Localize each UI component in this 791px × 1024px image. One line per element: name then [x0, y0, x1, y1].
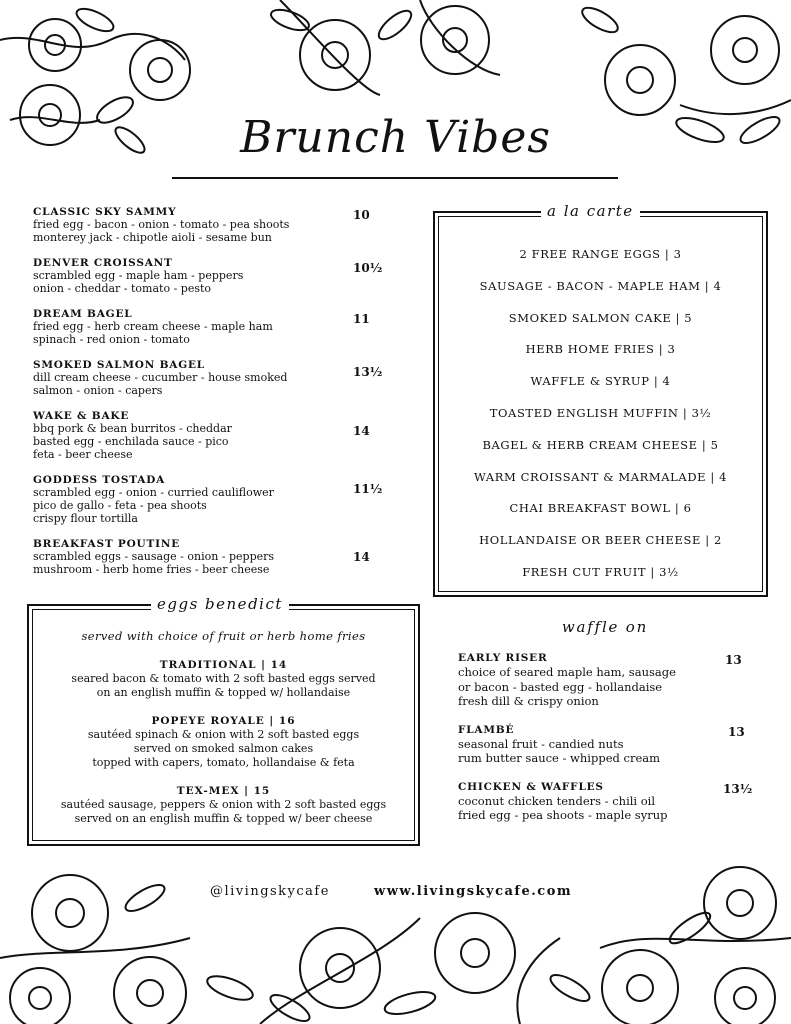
benedict-item-description: sautéed spinach & onion with 2 soft basted eggs served on smoked salmon cakes topped with capers, tomato, hollandaise & feta [87, 728, 360, 769]
website-link[interactable]: www.livingskycafe.com [374, 884, 573, 899]
a-la-carte-item: HERB HOME FRIES | 3 [525, 342, 676, 357]
a-la-carte-item: TOASTED ENGLISH MUFFIN | 3½ [489, 405, 712, 420]
benedict-item-description: sautéed sausage, peppers & onion with 2 soft basted eggs served on an english muffin & topped w/ beer cheese [60, 798, 387, 825]
menu-item-price: 11 [353, 312, 370, 326]
benedict-item [29, 714, 418, 770]
menu-item-description: bbq pork & bean burritos - cheddar basted egg - enchilada sauce - pico feta - beer cheese [33, 422, 232, 461]
benedict-item-name: TRADITIONAL | 14 [159, 659, 288, 671]
menu-item-description: scrambled egg - maple ham - peppers onion - cheddar - tomato - pesto [33, 269, 244, 295]
benedict-item [29, 784, 418, 826]
menu-item-description: dill cream cheese - cucumber - house smoked salmon - onion - capers [33, 371, 288, 397]
title-divider [172, 177, 618, 179]
a-la-carte-list [435, 239, 766, 589]
waffle-item-price: 13 [725, 653, 742, 667]
menu-item-name: CLASSIC SKY SAMMY [33, 206, 177, 218]
menu-item-description: scrambled egg - onion - curried cauliflower pico de gallo - feta - pea shoots crispy flour tortilla [33, 486, 274, 525]
menu-item-name: SMOKED SALMON BAGEL [33, 359, 205, 371]
a-la-carte-item: 2 FREE RANGE EGGS | 3 [519, 247, 682, 261]
menu-item-price: 11½ [353, 482, 383, 496]
a-la-carte-item: CHAI BREAKFAST BOWL | 6 [509, 501, 692, 516]
waffle-item-name: EARLY RISER [458, 652, 548, 664]
eggs-benedict-heading: eggs benedict [151, 595, 289, 613]
menu-item-price: 13½ [353, 365, 383, 379]
waffle-on-list [458, 651, 763, 837]
waffle-item-description: coconut chicken tenders - chili oil fried egg - pea shoots - maple syrup [458, 793, 668, 822]
menu-item [33, 206, 393, 244]
eggs-benedict-box [27, 595, 420, 846]
a-la-carte-item: SAUSAGE - BACON - MAPLE HAM | 4 [479, 278, 722, 293]
a-la-carte-box [433, 202, 768, 597]
benedict-item-name: TEX-MEX | 15 [176, 785, 271, 797]
menu-item [33, 257, 393, 295]
waffle-item [458, 723, 763, 766]
waffle-item-name: CHICKEN & WAFFLES [458, 780, 604, 793]
social-handle: @livingskycafe [210, 884, 330, 899]
menu-item-price: 10 [353, 208, 370, 222]
a-la-carte-item: HOLLANDAISE OR BEER CHEESE | 2 [479, 533, 722, 548]
menu-item-name: BREAKFAST POUTINE [33, 538, 181, 550]
menu-item-description: fried egg - bacon - onion - tomato - pea shoots monterey jack - chipotle aioli - sesame bun [33, 218, 290, 244]
menu-item-price: 10½ [353, 261, 383, 275]
menu-item-price: 14 [353, 550, 370, 564]
benedict-item [29, 658, 418, 700]
menu-item [33, 359, 393, 397]
benedict-item-name: POPEYE ROYALE | 16 [151, 715, 296, 727]
a-la-carte-item: WAFFLE & SYRUP | 4 [530, 374, 671, 389]
menu-item-description: scrambled eggs - sausage - onion - peppers mushroom - herb home fries - beer cheese [33, 550, 275, 576]
menu-title: Brunch Vibes [240, 112, 551, 163]
waffle-item [458, 651, 763, 709]
a-la-carte-item: BAGEL & HERB CREAM CHEESE | 5 [482, 437, 719, 452]
waffle-item-price: 13½ [723, 781, 753, 796]
waffle-item-description: choice of seared maple ham, sausage or bacon - basted egg - hollandaise fresh dill & crispy onion [458, 665, 676, 708]
menu-item-price: 14 [353, 424, 370, 438]
menu-item-name: DENVER CROISSANT [33, 257, 173, 269]
a-la-carte-heading: a la carte [541, 202, 640, 220]
menu-item-description: fried egg - herb cream cheese - maple ham spinach - red onion - tomato [33, 320, 273, 346]
menu-item [33, 538, 393, 576]
a-la-carte-item: FRESH CUT FRUIT | 3½ [522, 564, 679, 579]
benedict-item-description: seared bacon & tomato with 2 soft basted eggs served on an english muffin & topped w/ hollandaise [71, 672, 376, 699]
menu-item [33, 308, 393, 346]
menu-item [33, 410, 393, 461]
a-la-carte-item: WARM CROISSANT & MARMALADE | 4 [473, 469, 728, 484]
floral-illustration-bottom [0, 838, 791, 1024]
waffle-item-price: 13 [728, 724, 745, 739]
menu-item-name: DREAM BAGEL [33, 308, 133, 320]
waffle-item-name: FLAMBÉ [458, 723, 515, 736]
a-la-carte-item: SMOKED SALMON CAKE | 5 [508, 310, 693, 325]
menu-item-name: GODDESS TOSTADA [33, 474, 166, 486]
waffle-item-description: seasonal fruit - candied nuts rum butter sauce - whipped cream [458, 736, 661, 765]
eggs-benedict-subheading: served with choice of fruit or herb home fries [81, 629, 366, 643]
waffle-on-heading: waffle on [561, 618, 649, 636]
menu-item-name: WAKE & BAKE [33, 410, 130, 422]
menu-item [33, 474, 393, 525]
eggs-benedict-list [29, 658, 418, 840]
main-menu-list [33, 206, 393, 589]
waffle-item [458, 780, 763, 823]
